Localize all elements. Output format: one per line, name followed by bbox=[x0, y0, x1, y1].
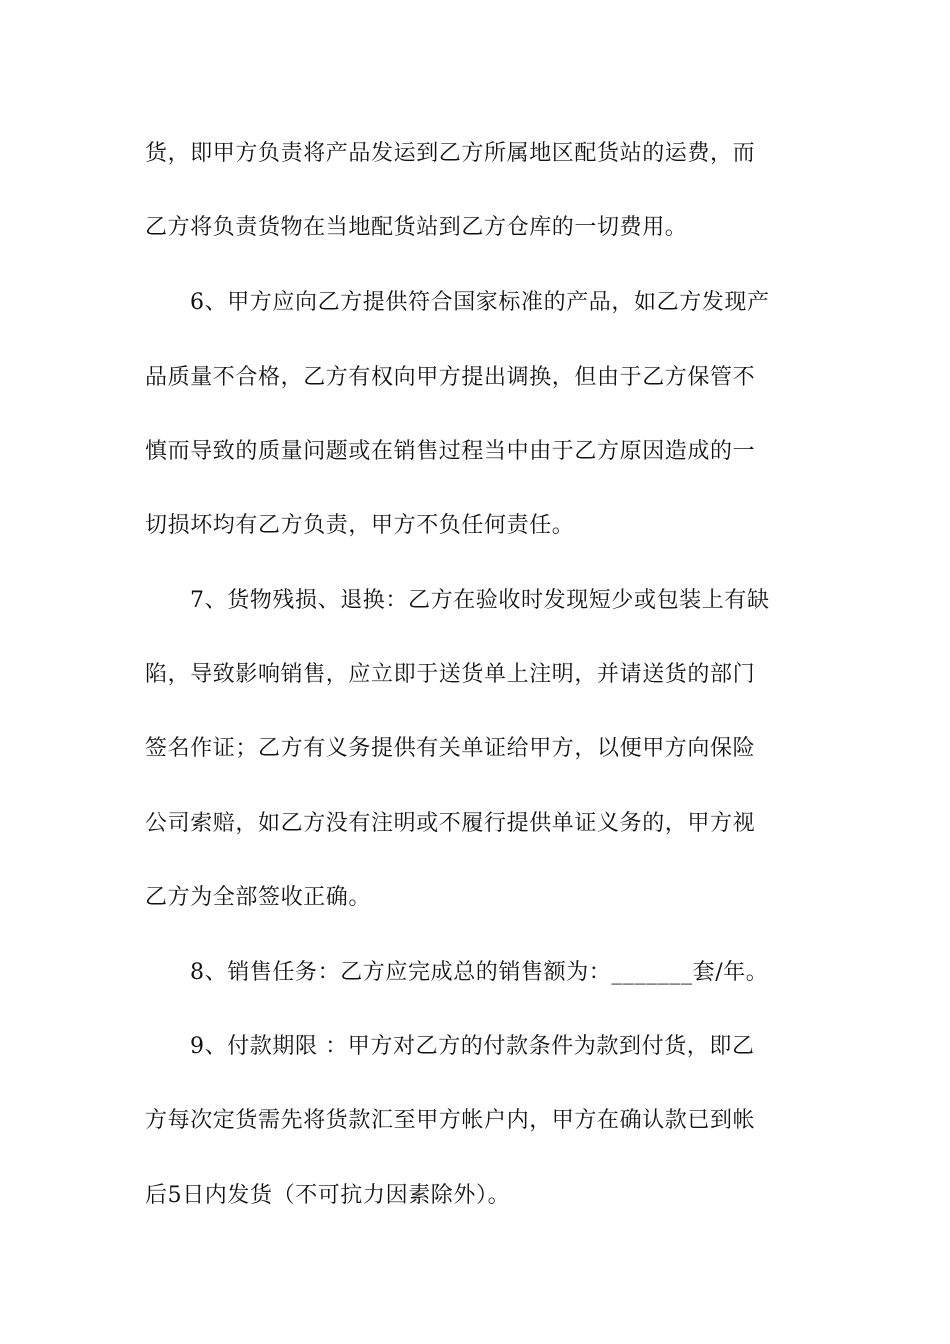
text-line: 切损坏均有乙方负责，甲方不负任何责任。 bbox=[145, 513, 575, 538]
text-line: 货，即甲方负责将产品发运到乙方所属地区配货站的运费，而 bbox=[145, 141, 756, 166]
text-line: 乙方为全部签收正确。 bbox=[145, 885, 372, 910]
paragraph-8: 8、销售任务：乙方应完成总的销售额为：_______套/年。 bbox=[190, 960, 769, 985]
paragraph-6-start: 6、甲方应向乙方提供符合国家标准的产品，如乙方发现产 bbox=[190, 290, 770, 315]
text-line: 后5日内发货（不可抗力因素除外）。 bbox=[145, 1183, 511, 1208]
text-line: 品质量不合格，乙方有权向甲方提出调换，但由于乙方保管不 bbox=[145, 365, 756, 390]
text-line: 公司索赔，如乙方没有注明或不履行提供单证义务的，甲方视 bbox=[145, 811, 756, 836]
text-line: 陷，导致影响销售，应立即于送货单上注明，并请送货的部门 bbox=[145, 662, 756, 687]
text-line: 慎而导致的质量问题或在销售过程当中由于乙方原因造成的一 bbox=[145, 439, 756, 464]
text-line: 签名作证；乙方有义务提供有关单证给甲方，以便甲方向保险 bbox=[145, 736, 756, 761]
text-line: 乙方将负责货物在当地配货站到乙方仓库的一切费用。 bbox=[145, 215, 688, 240]
text-line: 方每次定货需先将货款汇至甲方帐户内，甲方在确认款已到帐 bbox=[145, 1108, 756, 1133]
paragraph-9-start: 9、付款期限 ：甲方对乙方的付款条件为款到付货，即乙 bbox=[190, 1034, 755, 1059]
paragraph-7-start: 7、货物残损、退换：乙方在验收时发现短少或包装上有缺 bbox=[190, 588, 770, 613]
